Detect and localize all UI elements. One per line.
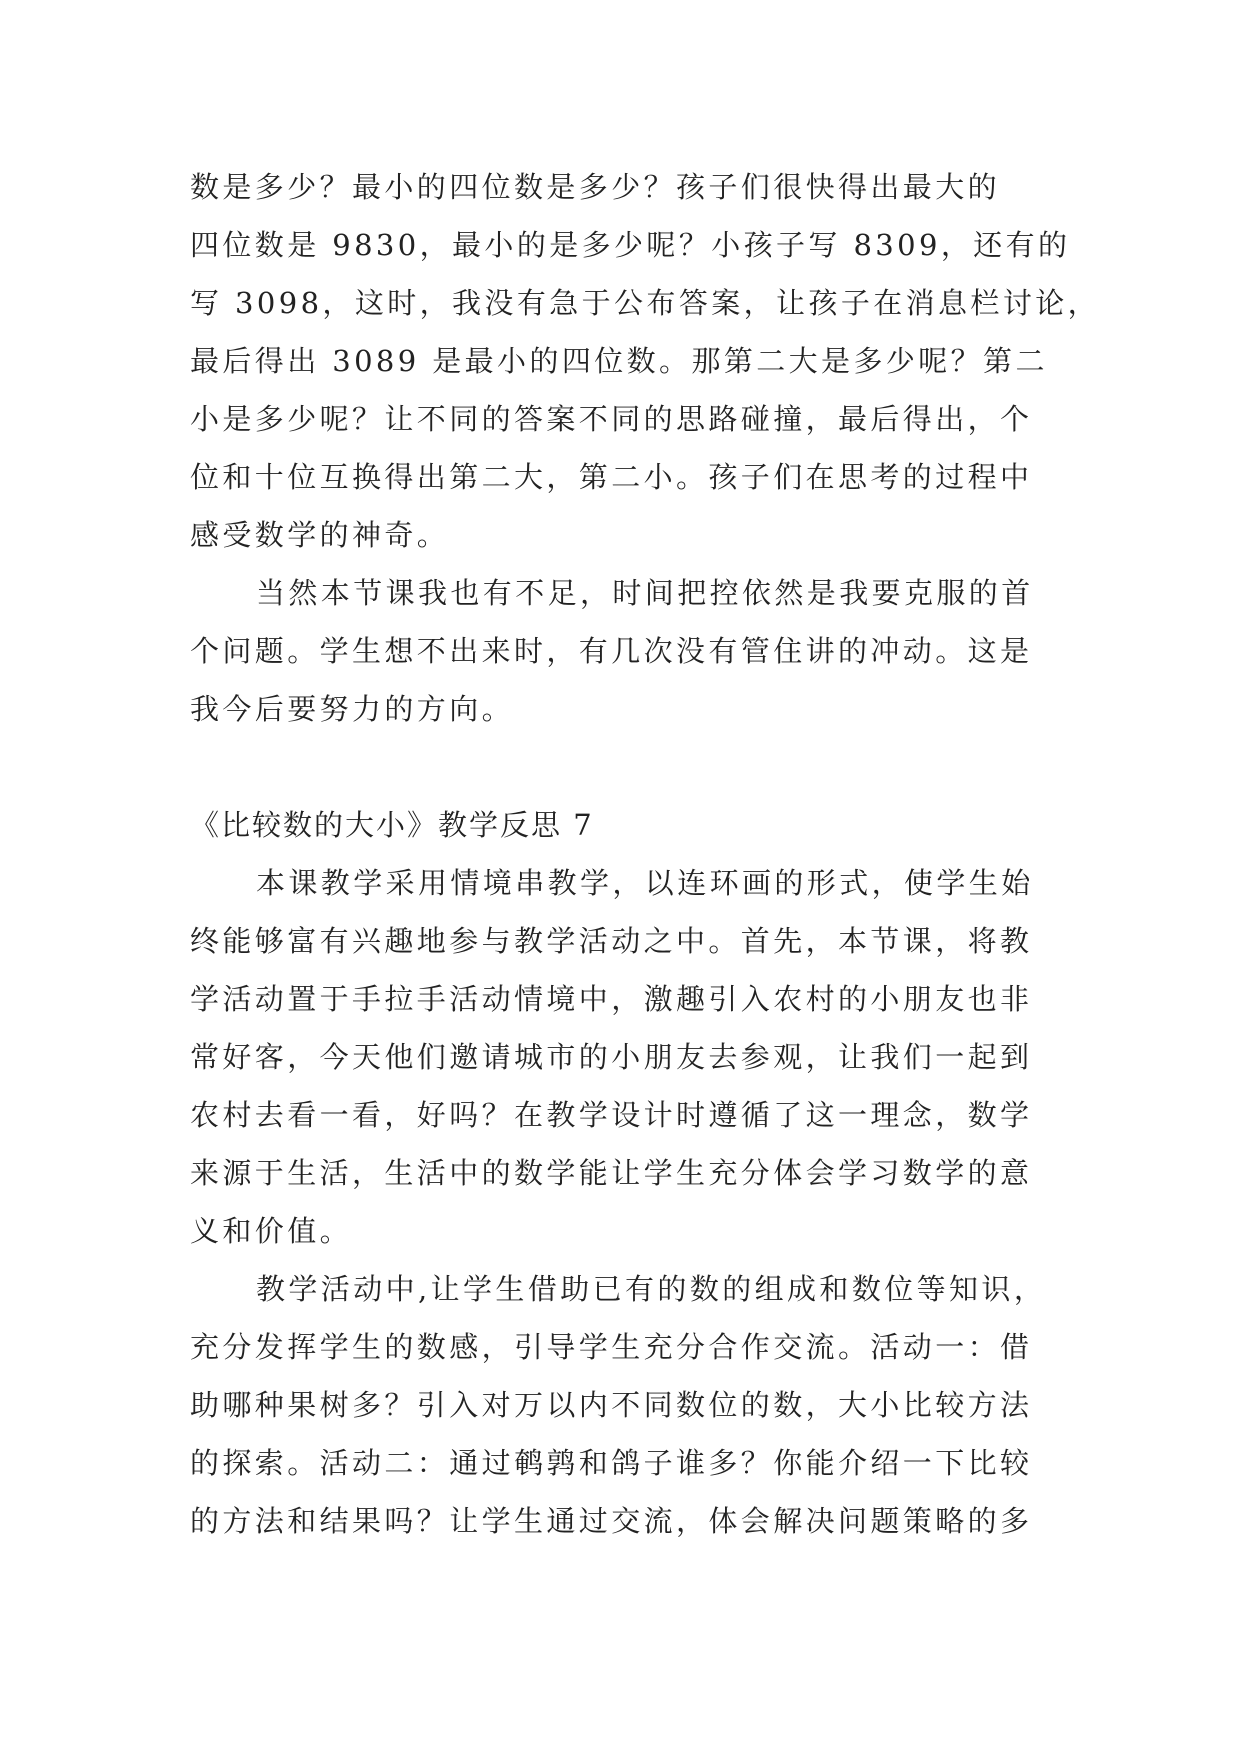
text-line: 当然本节课我也有不足，时间把控依然是我要克服的首 [256, 576, 1034, 610]
document-page [190, 158, 1101, 1550]
text-line: 的方法和结果吗？让学生通过交流，体会解决问题策略的多 [190, 1504, 1033, 1538]
text-line: 数是多少？最小的四位数是多少？孩子们很快得出最大的 [190, 170, 1001, 204]
paragraph-intro [190, 854, 1070, 1260]
text-line: 写 3098，这时，我没有急于公布答案，让孩子在消息栏讨论， [190, 286, 1101, 320]
text-line: 本课教学采用情境串教学，以连环画的形式，使学生始 [256, 866, 1034, 900]
text-line: 来源于生活，生活中的数学能让学生充分体会学习数学的意 [190, 1156, 1033, 1190]
section-title: 《比较数的大小》教学反思 7 [190, 808, 594, 842]
text-line: 农村去看一看，好吗？在教学设计时遵循了这一理念，数学 [190, 1098, 1033, 1132]
paragraph-shortcomings [190, 564, 1070, 738]
text-line: 小是多少呢？让不同的答案不同的思路碰撞，最后得出，个 [190, 402, 1033, 436]
text-line: 教学活动中,让学生借助已有的数的组成和数位等知识， [256, 1272, 1047, 1306]
text-line: 的探索。活动二：通过鹌鹑和鸽子谁多？你能介绍一下比较 [190, 1446, 1033, 1480]
text-line: 义和价值。 [190, 1214, 353, 1248]
text-line: 助哪种果树多？引入对万以内不同数位的数，大小比较方法 [190, 1388, 1033, 1422]
text-line: 位和十位互换得出第二大，第二小。孩子们在思考的过程中 [190, 460, 1033, 494]
text-line: 四位数是 9830，最小的是多少呢？小孩子写 8309，还有的 [190, 228, 1071, 262]
text-line: 常好客，今天他们邀请城市的小朋友去参观，让我们一起到 [190, 1040, 1033, 1074]
section-spacer [190, 738, 1070, 796]
text-line: 学活动置于手拉手活动情境中，激趣引入农村的小朋友也非 [190, 982, 1033, 1016]
text-line: 我今后要努力的方向。 [190, 692, 515, 726]
text-line: 个问题。学生想不出来时，有几次没有管住讲的冲动。这是 [190, 634, 1033, 668]
paragraph-activities [190, 1260, 1070, 1550]
text-line: 最后得出 3089 是最小的四位数。那第二大是多少呢？第二 [190, 344, 1048, 378]
text-line: 充分发挥学生的数感，引导学生充分合作交流。活动一：借 [190, 1330, 1033, 1364]
paragraph-continuation [190, 158, 1101, 564]
text-line: 感受数学的神奇。 [190, 518, 450, 552]
text-line: 终能够富有兴趣地参与教学活动之中。首先，本节课，将教 [190, 924, 1033, 958]
